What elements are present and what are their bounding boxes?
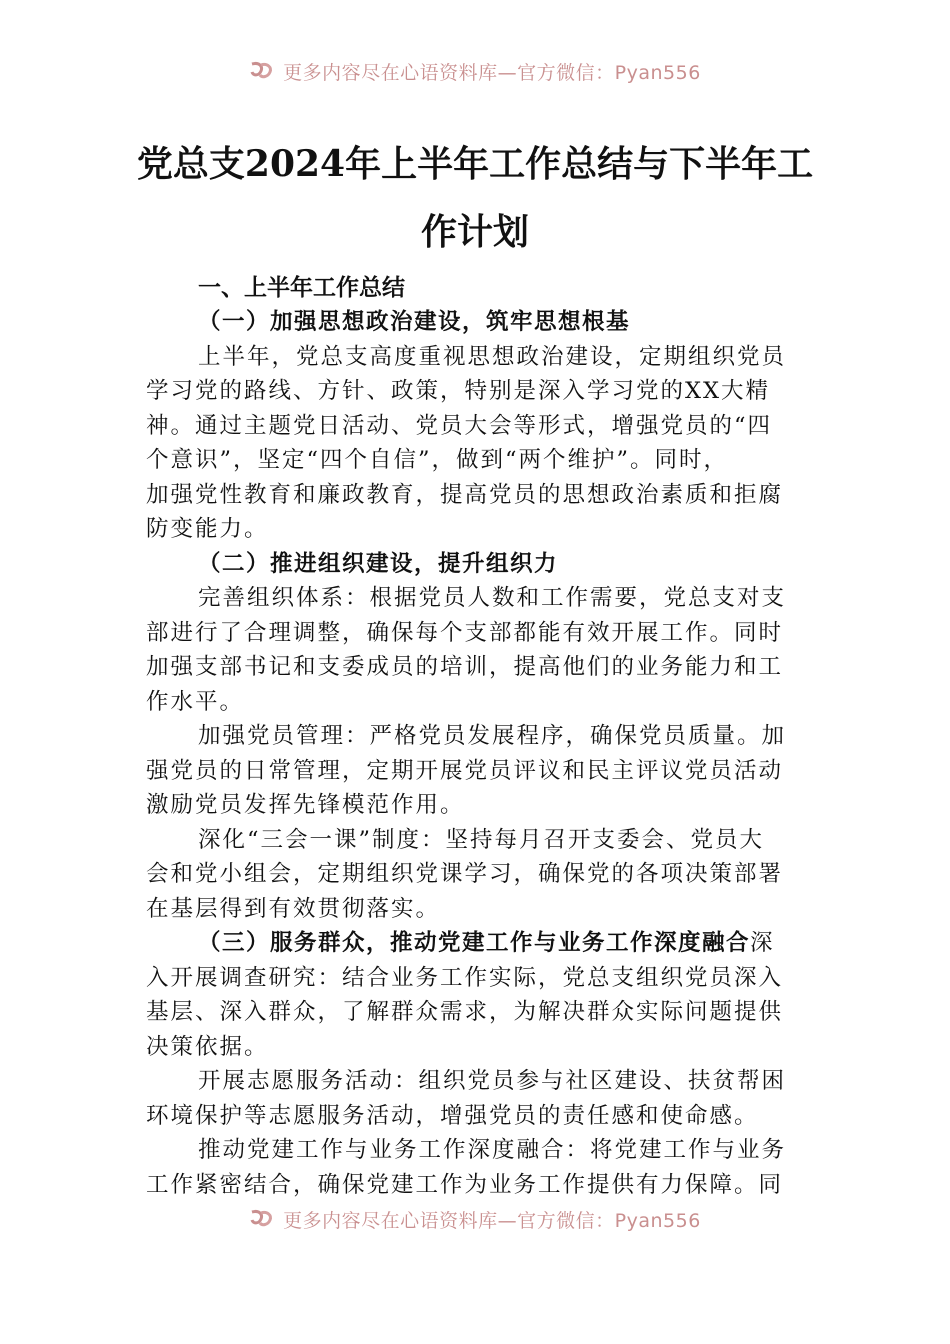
paragraph-line: 部进行了合理调整，确保每个支部都能有效开展工作。同时 <box>146 619 784 646</box>
paragraph-line: 个意识”，坚定“四个自信”，做到“两个维护”。同时， <box>146 447 729 473</box>
paragraph-fragment: 深 <box>750 930 775 956</box>
logo-icon <box>249 60 275 82</box>
document-title-line-2: 作计划 <box>420 211 529 253</box>
paragraph-line: 基层、深入群众，了解群众需求，为解决群众实际问题提供 <box>146 999 784 1025</box>
logo-icon <box>249 1208 275 1230</box>
section-heading-1: 一、上半年工作总结 <box>198 275 405 301</box>
paragraph-line: 加强党员管理：严格党员发展程序，确保党员质量。加 <box>198 723 787 749</box>
paragraph-line: 入开展调查研究：结合业务工作实际，党总支组织党员深入 <box>146 964 784 991</box>
subheading-1: （一）加强思想政治建设，筑牢思想根基 <box>198 309 631 335</box>
watermark-text: 更多内容尽在心语资料库—官方微信：Pyan556 <box>283 61 701 84</box>
paragraph-line: 学习党的路线、方针、政策，特别是深入学习党的XX大精 <box>146 378 771 404</box>
paragraph-line: 激励党员发挥先锋模范作用。 <box>146 792 465 818</box>
paragraph-line: 加强支部书记和支委成员的培训，提高他们的业务能力和工 <box>146 654 784 680</box>
paragraph-line: 完善组织体系：根据党员人数和工作需要，党总支对支 <box>198 585 787 611</box>
paragraph-line: 推动党建工作与业务工作深度融合：将党建工作与业务 <box>198 1137 787 1163</box>
paragraph-line: 神。通过主题党日活动、党员大会等形式，增强党员的“四 <box>146 412 773 439</box>
paragraph-line: 在基层得到有效贯彻落实。 <box>146 895 441 922</box>
paragraph-line: 开展志愿服务活动：组织党员参与社区建设、扶贫帮困 <box>198 1068 787 1094</box>
subheading-3: （三）服务群众，推动党建工作与业务工作深度融合 <box>198 930 751 956</box>
watermark-header <box>0 56 950 86</box>
paragraph-line: 作水平。 <box>146 688 245 715</box>
subheading-2: （二）推进组织建设，提升组织力 <box>198 550 559 577</box>
paragraph-line: 防变能力。 <box>146 516 269 542</box>
paragraph-line: 环境保护等志愿服务活动，增强党员的责任感和使命感。 <box>146 1102 759 1129</box>
paragraph-line: 强党员的日常管理，定期开展党员评议和民主评议党员活动 <box>146 757 784 784</box>
subheading-3-line <box>146 926 810 961</box>
watermark-text: 更多内容尽在心语资料库—官方微信：Pyan556 <box>283 1209 701 1232</box>
document-title-line-1: 党总支2024年上半年工作总结与下半年工 <box>136 143 814 185</box>
paragraph-line: 深化“三会一课”制度：坚持每月召开支委会、党员大 <box>198 826 765 853</box>
paragraph-line: 决策依据。 <box>146 1033 269 1060</box>
paragraph-line: 工作紧密结合，确保党建工作为业务工作提供有力保障。同 <box>146 1171 784 1198</box>
watermark-footer <box>0 1204 950 1234</box>
paragraph-line: 加强党性教育和廉政教育，提高党员的思想政治素质和拒腐 <box>146 481 784 508</box>
paragraph-line: 上半年，党总支高度重视思想政治建设，定期组织党员 <box>198 343 787 370</box>
paragraph-line: 会和党小组会，定期组织党课学习，确保党的各项决策部署 <box>146 861 784 887</box>
document-body <box>146 305 810 1202</box>
